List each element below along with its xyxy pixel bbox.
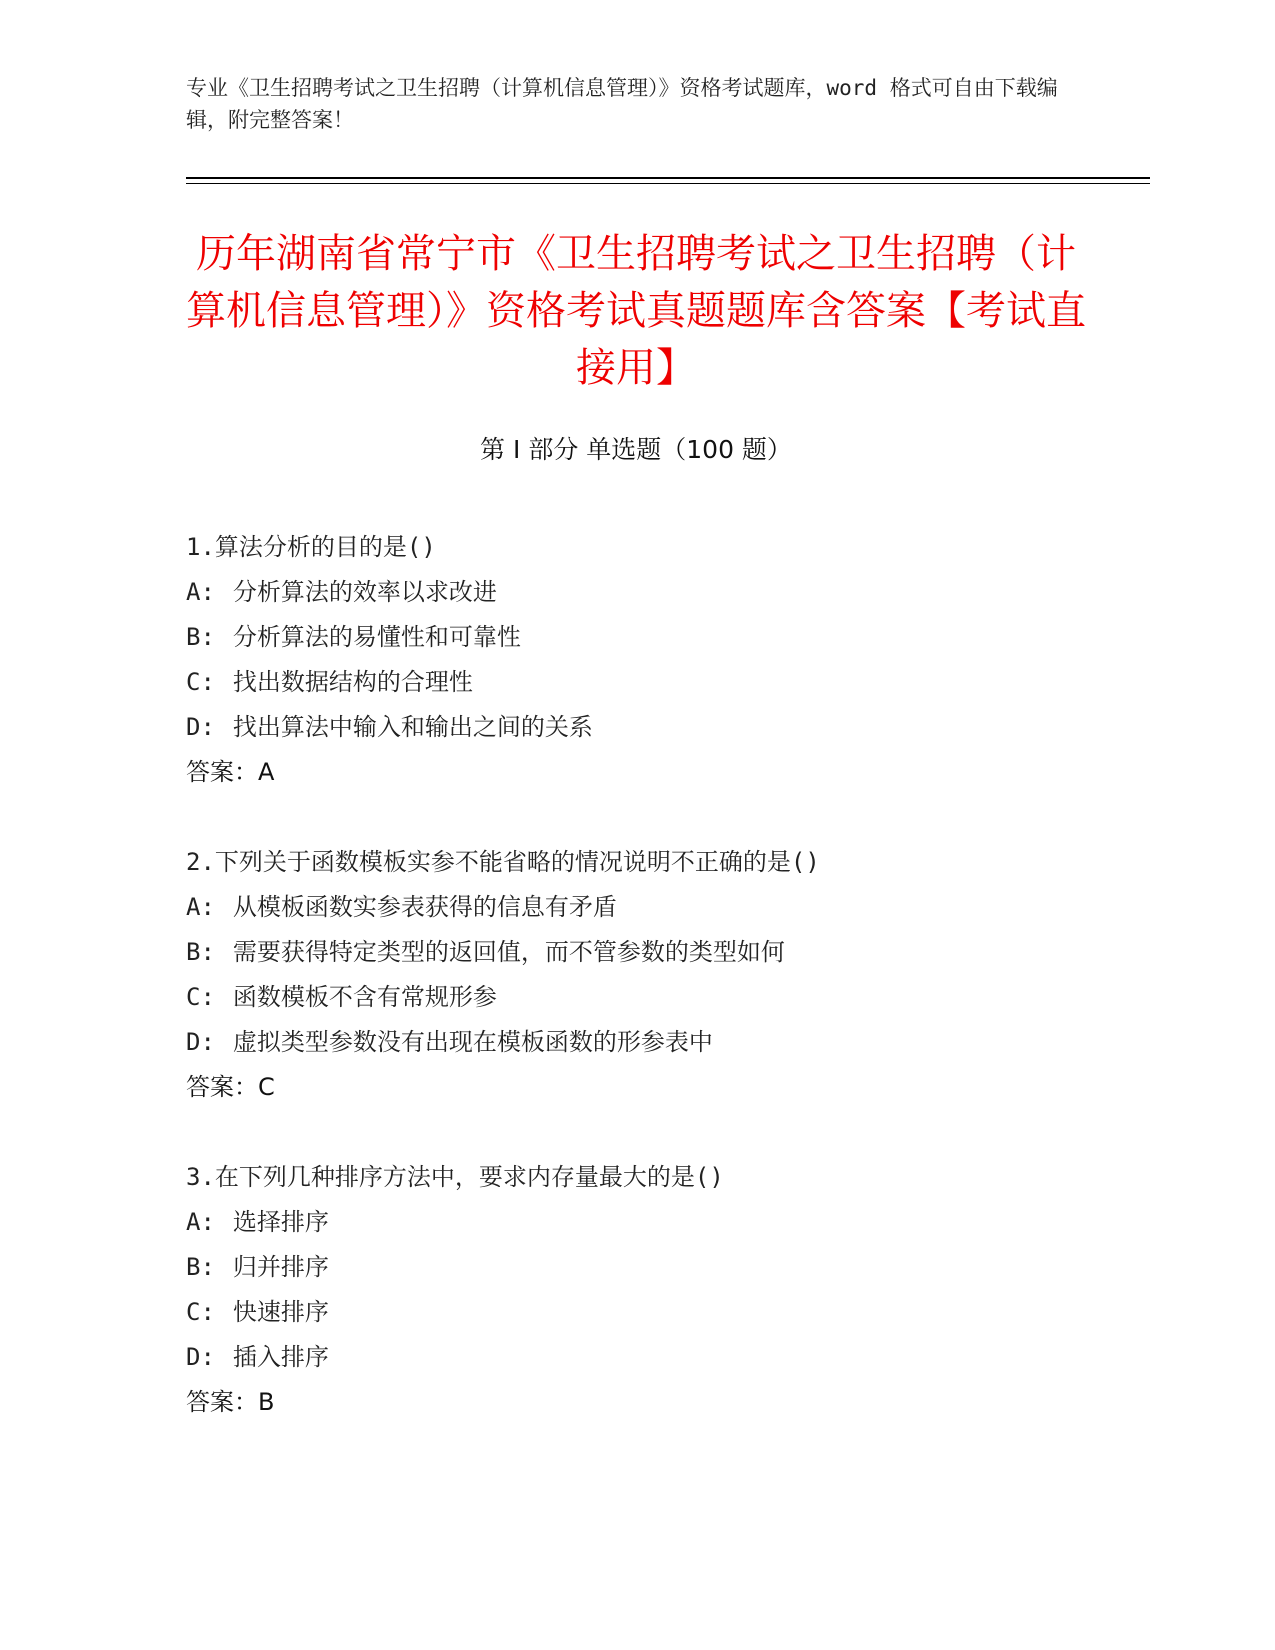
- option-text: 插入排序: [232, 1343, 329, 1371]
- option-a: [186, 885, 1146, 930]
- option-d: [186, 705, 1146, 750]
- option-b: [186, 1245, 1146, 1290]
- option-text: 函数模板不含有常规形参: [232, 983, 497, 1011]
- question-stem: 1.算法分析的目的是(): [186, 533, 436, 561]
- option-text: 快速排序: [232, 1298, 329, 1326]
- section-title: 第 I 部分 单选题（100 题）: [480, 435, 792, 464]
- option-b: [186, 615, 1146, 660]
- option-key: A:: [186, 893, 215, 921]
- answer-line: 答案：C: [186, 1073, 275, 1101]
- option-c: [186, 975, 1146, 1020]
- option-key: D:: [186, 1028, 215, 1056]
- option-text: 虚拟类型参数没有出现在模板函数的形参表中: [232, 1028, 713, 1056]
- option-key: B:: [186, 938, 215, 966]
- answer-line: 答案：A: [186, 758, 275, 786]
- option-c: [186, 1290, 1146, 1335]
- header-divider-thin: [186, 183, 1150, 184]
- option-key: C:: [186, 1298, 215, 1326]
- option-a: [186, 570, 1146, 615]
- question-stem: 2.下列关于函数模板实参不能省略的情况说明不正确的是(): [186, 848, 820, 876]
- question-stem: 3.在下列几种排序方法中，要求内存量最大的是(): [186, 1163, 724, 1191]
- question-1: [186, 525, 1146, 795]
- option-a: [186, 1200, 1146, 1245]
- option-text: 找出算法中输入和输出之间的关系: [232, 713, 593, 741]
- option-text: 选择排序: [232, 1208, 329, 1236]
- option-key: C:: [186, 983, 215, 1011]
- option-text: 从模板函数实参表获得的信息有矛盾: [232, 893, 617, 921]
- header-note: 专业《卫生招聘考试之卫生招聘（计算机信息管理）》资格考试题库，word 格式可自由下载编辑，附完整答案！: [186, 76, 1058, 132]
- option-text: 归并排序: [232, 1253, 329, 1281]
- option-key: A:: [186, 578, 215, 606]
- option-d: [186, 1335, 1146, 1380]
- option-key: C:: [186, 668, 215, 696]
- option-text: 分析算法的易懂性和可靠性: [232, 623, 521, 651]
- option-key: D:: [186, 1343, 215, 1371]
- option-d: [186, 1020, 1146, 1065]
- option-text: 找出数据结构的合理性: [232, 668, 473, 696]
- question-2: [186, 840, 1146, 1110]
- answer-line: 答案：B: [186, 1388, 275, 1416]
- document-title: 历年湖南省常宁市《卫生招聘考试之卫生招聘（计算机信息管理）》资格考试真题题库含答案【考试直接用】: [186, 231, 1086, 391]
- option-text: 需要获得特定类型的返回值，而不管参数的类型如何: [232, 938, 785, 966]
- question-3: [186, 1155, 1146, 1425]
- option-key: B:: [186, 1253, 215, 1281]
- header-divider-thick: [186, 177, 1150, 179]
- option-key: D:: [186, 713, 215, 741]
- option-key: A:: [186, 1208, 215, 1236]
- question-list: [186, 525, 1146, 1470]
- option-c: [186, 660, 1146, 705]
- option-key: B:: [186, 623, 215, 651]
- option-text: 分析算法的效率以求改进: [232, 578, 497, 606]
- option-b: [186, 930, 1146, 975]
